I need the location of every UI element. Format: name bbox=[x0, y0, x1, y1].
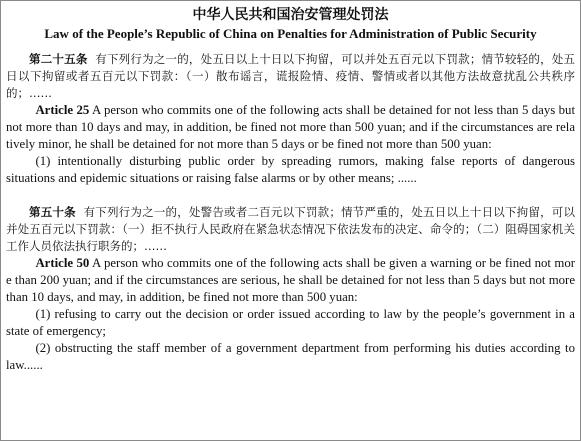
article-25-item-1: (1) intentionally disturbing public order by spreading rumors, making false reports of dangerous situations and epidemic situations or raising false alarms or by other means; ...... bbox=[6, 154, 575, 185]
spacer bbox=[6, 187, 575, 204]
article-25-english-text: A person who commits one of the following acts shall be detained for not less than 5 days but not more than 10 days and may, in addition, be fined not more than 500 yuan; and if the circumstances are relatively minor, he shall be detained for not more than 5 days or be fined not more than 500 yuan: bbox=[6, 103, 575, 151]
article-50-english-text: A person who commits one of the following acts shall be given a warning or be fined not more than 200 yuan; and if the circumstances are serious, he shall be detained for not less than 5 days but not more than 10 days, and may, in addition, be fined not more than 500 yuan: bbox=[6, 256, 575, 304]
article-25-chinese-label: 第二十五条 bbox=[29, 52, 88, 66]
spacer bbox=[6, 42, 575, 51]
article-50-item-1: (1) refusing to carry out the decision or order issued according to law by the people’s government in a state of emergency; bbox=[6, 307, 575, 338]
article-25-chinese-text: 有下列行为之一的，处五日以上十日以下拘留，可以并处五百元以下罚款；情节较轻的，处五日以下拘留或者五百元以下罚款：（一）散布谣言，谎报险情、疫情、警情或者以其他方法故意扰乱公共秩序的；…… bbox=[6, 52, 576, 100]
article-50-item-2: (2) obstructing the staff member of a government department from performing his duties according to law...... bbox=[6, 341, 575, 372]
law-title-chinese: 中华人民共和国治安管理处罚法 bbox=[192, 7, 389, 23]
law-title-english: Law of the People’s Republic of China on Penalties for Administration of Public Security bbox=[44, 26, 537, 41]
article-50-chinese bbox=[6, 204, 575, 255]
article-50-english-label: Article 50 bbox=[35, 256, 90, 270]
document-body bbox=[1, 1, 580, 374]
article-25-chinese bbox=[6, 51, 575, 102]
article-50-chinese-label: 第五十条 bbox=[29, 205, 76, 219]
article-25-english bbox=[6, 102, 575, 153]
article-50-english bbox=[6, 255, 575, 306]
article-50-chinese-text: 有下列行为之一的，处警告或者二百元以下罚款；情节严重的，处五日以上十日以下拘留，可以并处五百元以下罚款：（一）拒不执行人民政府在紧急状态情况下依法发布的决定、命令的；（二）阻碍国家机关工作人员依法执行职务的；…… bbox=[6, 205, 576, 253]
article-25-english-label: Article 25 bbox=[35, 103, 90, 117]
